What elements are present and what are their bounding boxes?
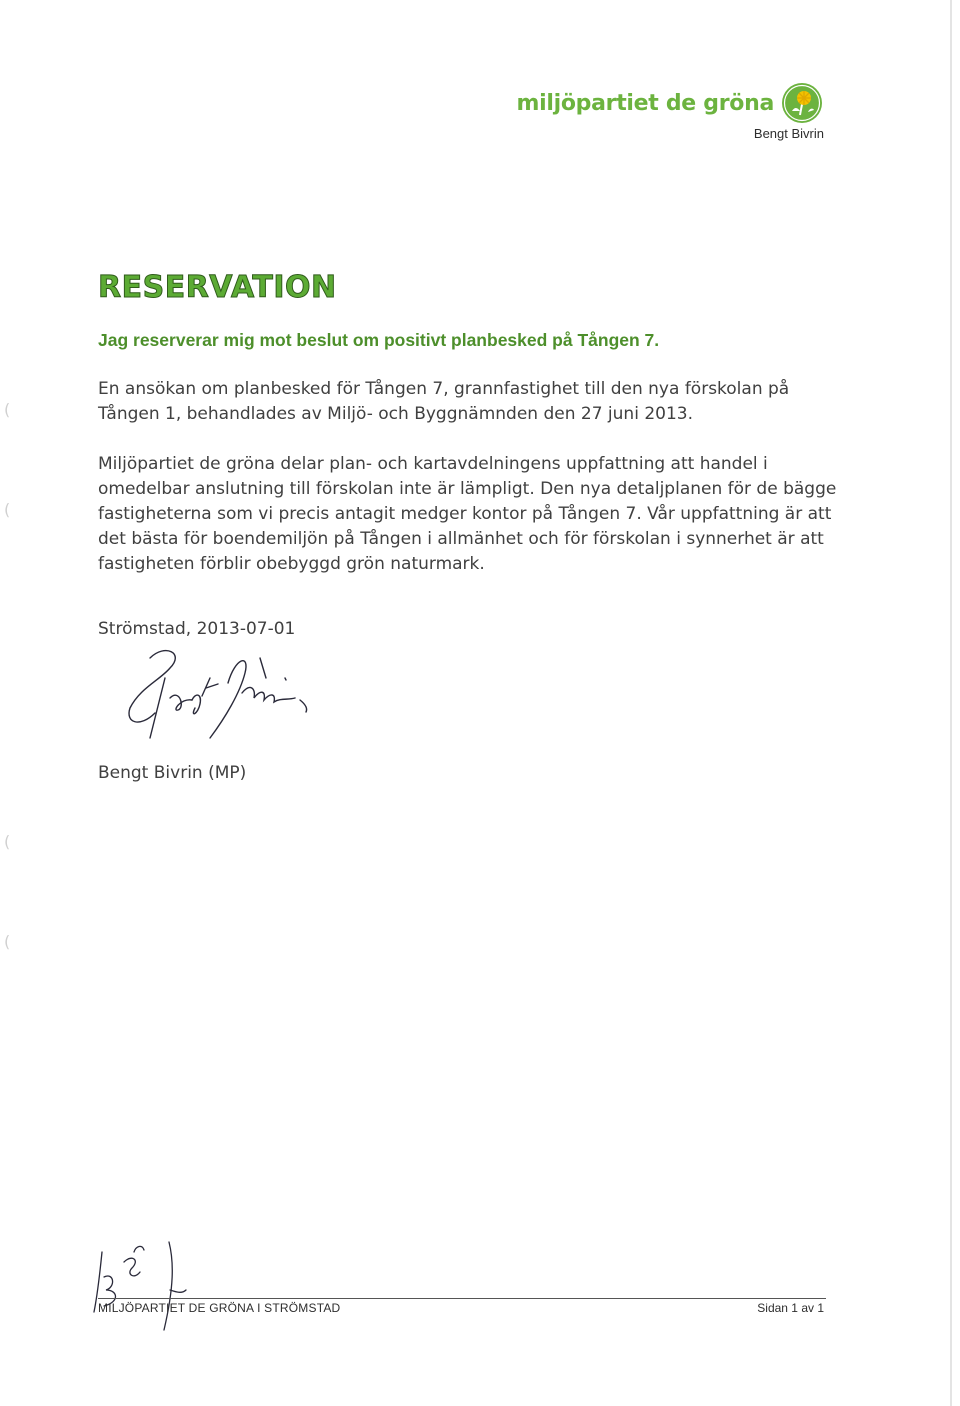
document-title: RESERVATION	[98, 270, 337, 305]
handwritten-signature	[110, 638, 330, 758]
dandelion-logo-icon	[780, 81, 824, 125]
footer-page-number: Sidan 1 av 1	[757, 1301, 824, 1315]
margin-mark: (	[4, 400, 11, 419]
paragraph-2: Miljöpartiet de gröna delar plan- och kartavdelningens uppfattning att handel i omedelbar anslutning till förskolan inte är lämpligt. Den nya detaljplanen för de bägge fastigheterna som vi precis antagit medger kontor på Tången 7. Vår uppfattning är att det bästa för boendemiljön på Tången i allmänhet och för förskolan i synnerhet är att fastigheten förblir obebyggd grön naturmark.	[98, 454, 837, 574]
paragraph-1: En ansökan om planbesked för Tången 7, grannfastighet till den nya förskolan på Tången 1, behandlades av Miljö- och Byggnämnden den 27 juni 2013.	[98, 379, 790, 424]
footer-organization: MILJÖPARTIET DE GRÖNA I STRÖMSTAD	[98, 1301, 341, 1315]
party-logo	[516, 82, 824, 124]
place-and-date: Strömstad, 2013-07-01	[98, 619, 296, 639]
author-name: Bengt Bivrin	[753, 126, 824, 141]
footer-divider	[98, 1298, 826, 1299]
page-edge-divider	[950, 0, 952, 1406]
handwritten-initials	[74, 1232, 194, 1332]
margin-mark: (	[4, 932, 11, 951]
margin-mark: (	[4, 500, 11, 519]
document-subtitle: Jag reserverar mig mot beslut om positivt planbesked på Tången 7.	[98, 330, 660, 350]
logo-text: miljöpartiet de gröna	[516, 90, 774, 116]
signer-name: Bengt Bivrin (MP)	[98, 763, 247, 783]
margin-mark: (	[4, 832, 11, 851]
